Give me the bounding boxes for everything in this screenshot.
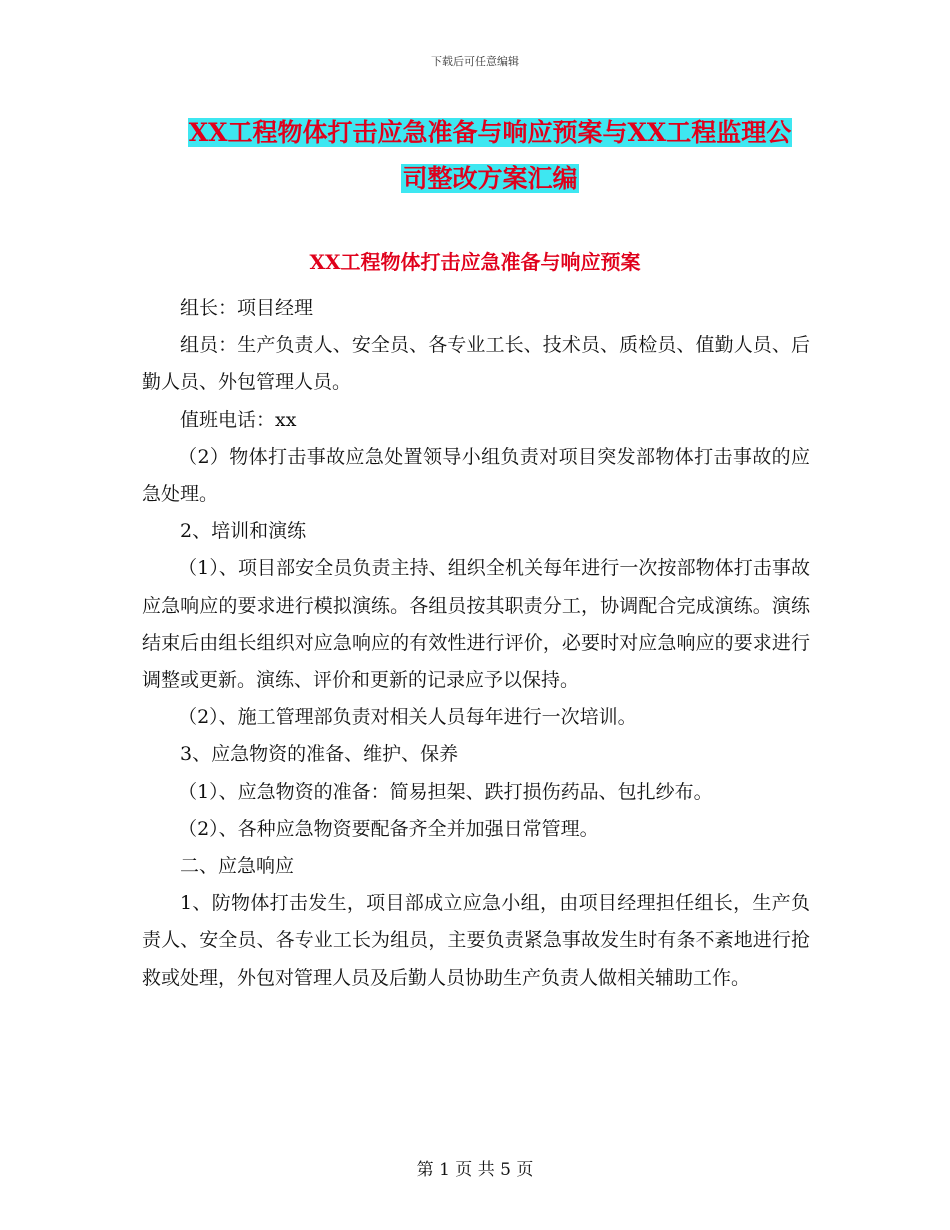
- document-body: [142, 290, 810, 997]
- section-title: XX工程物体打击应急准备与响应预案: [309, 250, 641, 274]
- page-footer: 第 1 页 共 5 页: [416, 1160, 534, 1180]
- paragraph: 二、应急响应: [180, 855, 295, 878]
- paragraph: 组长：项目经理: [180, 297, 314, 319]
- paragraph: 值班电话：xx: [180, 408, 297, 431]
- paragraph: （2）、施工管理部负责对相关人员每年进行一次培训。: [178, 706, 637, 729]
- page-header: 下载后可任意编辑: [431, 55, 519, 68]
- document-title-line-2: 司整改方案汇编: [402, 164, 578, 193]
- paragraph: （2）物体打击事故应急处置领导小组负责对项目突发部物体打击事故的应急处理。: [142, 445, 810, 506]
- document-title-line-1: XX工程物体打击应急准备与响应预案与XX工程监理公: [188, 118, 792, 147]
- paragraph: 1、防物体打击发生，项目部成立应急小组，由项目经理担任组长，生产负责人、安全员、各专业工长为组员，主要负责紧急事故发生时有条不紊地进行抢救或处理，外包对管理人员及后勤人员协助生产负责人做相关辅助工作。: [142, 892, 810, 989]
- paragraph: 组员：生产负责人、安全员、各专业工长、技术员、质检员、值勤人员、后勤人员、外包管理人员。: [142, 334, 810, 394]
- document-title: [140, 110, 840, 202]
- paragraph: 2、培训和演练: [180, 520, 307, 543]
- paragraph: （1）、项目部安全员负责主持、组织全机关每年进行一次按部物体打击事故应急响应的要求进行模拟演练。各组员按其职责分工，协调配合完成演练。演练结束后由组长组织对应急响应的有效性进行评价，必要时对应急响应的要求进行调整或更新。演练、评价和更新的记录应予以保持。: [142, 557, 810, 692]
- paragraph: 3、应急物资的准备、维护、保养: [180, 743, 459, 766]
- paragraph: （2）、各种应急物资要配备齐全并加强日常管理。: [178, 817, 599, 840]
- paragraph: （1）、应急物资的准备：简易担架、跌打损伤药品、包扎纱布。: [178, 780, 713, 803]
